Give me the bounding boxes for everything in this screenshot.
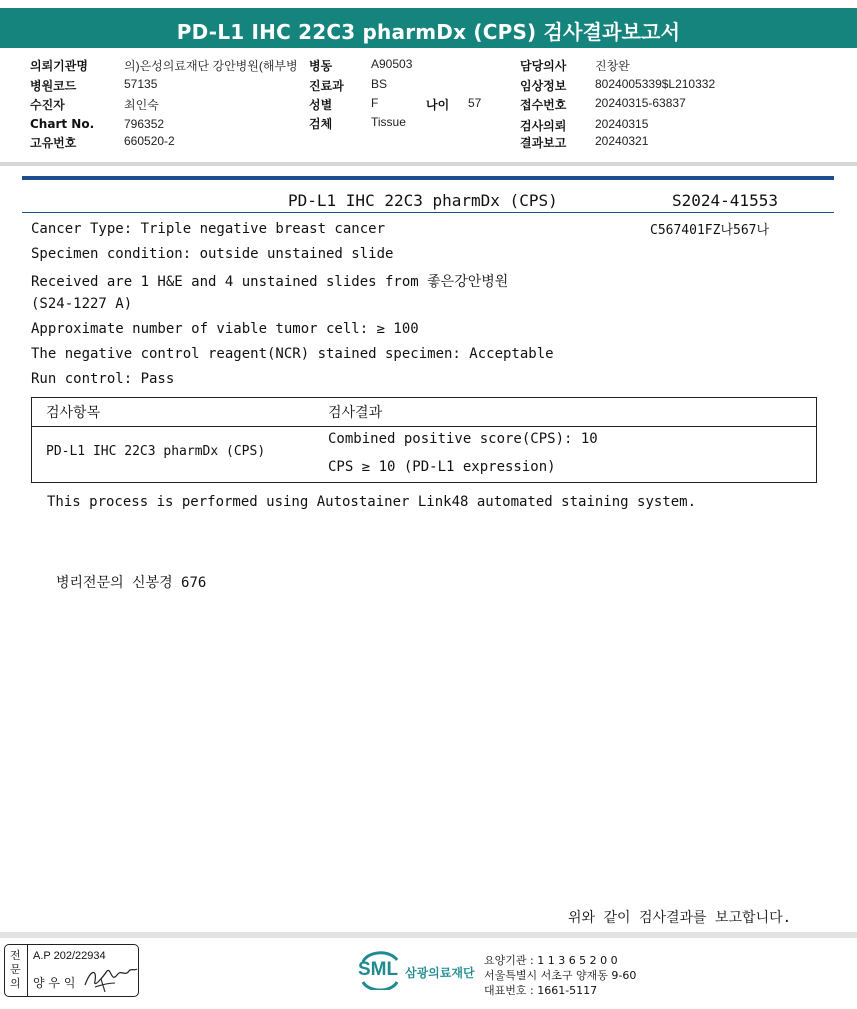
header-label-sex: 성별 (309, 98, 333, 112)
header-value-patient: 최인숙 (124, 98, 159, 112)
table-header-divider (32, 426, 816, 427)
header-label-ward: 병동 (309, 59, 333, 73)
table-cell-result-cps: Combined positive score(CPS): 10 (328, 431, 598, 447)
header-value-specimen: Tissue (371, 115, 406, 129)
header-divider (0, 162, 857, 166)
header-value-receipt-no: 20240315-63837 (595, 96, 686, 110)
header-label-institution: 의뢰기관명 (30, 59, 88, 73)
stamp-name: 양 우 익 (33, 976, 76, 990)
sml-logo (357, 950, 401, 990)
header-value-unique-no: 660520-2 (124, 134, 175, 148)
org-name: 삼광의료재단 (405, 966, 475, 980)
header-label-clinical-info: 임상정보 (520, 79, 567, 93)
process-note: This process is performed using Autostainer Link48 automated staining system. (47, 494, 697, 510)
report-line-run-control: Run control: Pass (31, 371, 175, 387)
table-header-result: 검사결과 (328, 405, 383, 421)
stamp-ap-number: A.P 202/22934 (33, 950, 106, 962)
header-label-hospital-code: 병원코드 (30, 79, 77, 93)
pathologist-signature: 병리전문의 신봉경 676 (56, 575, 207, 591)
report-code: C567401FZ나567나 (650, 223, 770, 238)
header-value-clinical-info: 8024005339$L210332 (595, 77, 716, 91)
report-test-name: PD-L1 IHC 22C3 pharmDx (CPS) (288, 191, 558, 210)
report-line-tumor-cell: Approximate number of viable tumor cell: ≥ 100 (31, 321, 419, 337)
report-title: PD-L1 IHC 22C3 pharmDx (CPS) 검사결과보고서 (176, 20, 681, 44)
header-value-chart-no: 796352 (124, 117, 165, 131)
header-value-department: BS (371, 77, 388, 91)
header-value-ward: A90503 (371, 57, 413, 71)
table-cell-result-interpretation: CPS ≥ 10 (PD-L1 expression) (328, 459, 556, 475)
report-heading-rule (22, 212, 834, 213)
handwritten-signature (81, 959, 139, 995)
header-label-specimen: 검체 (309, 117, 333, 131)
header-label-request-date: 검사의뢰 (520, 119, 567, 133)
table-header-item: 검사항목 (46, 405, 101, 421)
sml-logo-text: SML (358, 959, 399, 980)
org-phone: 대표번호 : 1661-5117 (484, 984, 598, 997)
header-label-doctor: 담당의사 (520, 59, 567, 73)
report-line-ncr: The negative control reagent(NCR) stained specimen: Acceptable (31, 346, 554, 362)
footer-band (0, 932, 857, 938)
org-address: 서울특별시 서초구 양재동 9-60 (484, 969, 637, 982)
header-label-receipt-no: 접수번호 (520, 98, 567, 112)
header-value-age: 57 (468, 96, 482, 110)
stamp-side-label: 전문의 (10, 949, 21, 990)
header-value-request-date: 20240315 (595, 117, 649, 131)
org-registration: 요양기관 : 1 1 3 6 5 2 0 0 (484, 954, 618, 967)
header-value-doctor: 진창완 (595, 59, 630, 73)
report-number: S2024-41553 (672, 191, 778, 210)
specialist-stamp (4, 944, 139, 997)
report-line-received: Received are 1 H&E and 4 unstained slides from 좋은강안병원 (31, 274, 509, 290)
header-label-chart-no: Chart No. (30, 117, 95, 131)
report-top-rule (22, 176, 834, 180)
report-line-cancer-type: Cancer Type: Triple negative breast cancer (31, 221, 386, 237)
header-value-report-date: 20240321 (595, 134, 649, 148)
header-value-hospital-code: 57135 (124, 77, 158, 91)
table-cell-item: PD-L1 IHC 22C3 pharmDx (CPS) (46, 444, 266, 459)
report-line-sample-id: (S24-1227 A) (31, 296, 133, 312)
stamp-divider (27, 945, 28, 996)
header-label-department: 진료과 (309, 79, 344, 93)
report-line-specimen-condition: Specimen condition: outside unstained slide (31, 246, 394, 262)
closing-statement: 위와 같이 검사결과를 보고합니다. (568, 910, 792, 926)
header-label-report-date: 결과보고 (520, 136, 567, 150)
result-table (31, 397, 817, 483)
header-label-patient: 수진자 (30, 98, 65, 112)
header-label-age: 나이 (426, 98, 450, 112)
header-value-sex: F (371, 96, 379, 110)
header-label-unique-no: 고유번호 (30, 136, 77, 150)
header-value-institution: 의)은성의료재단 강안병원(해부병 (124, 59, 298, 73)
report-title-bar (0, 8, 857, 48)
